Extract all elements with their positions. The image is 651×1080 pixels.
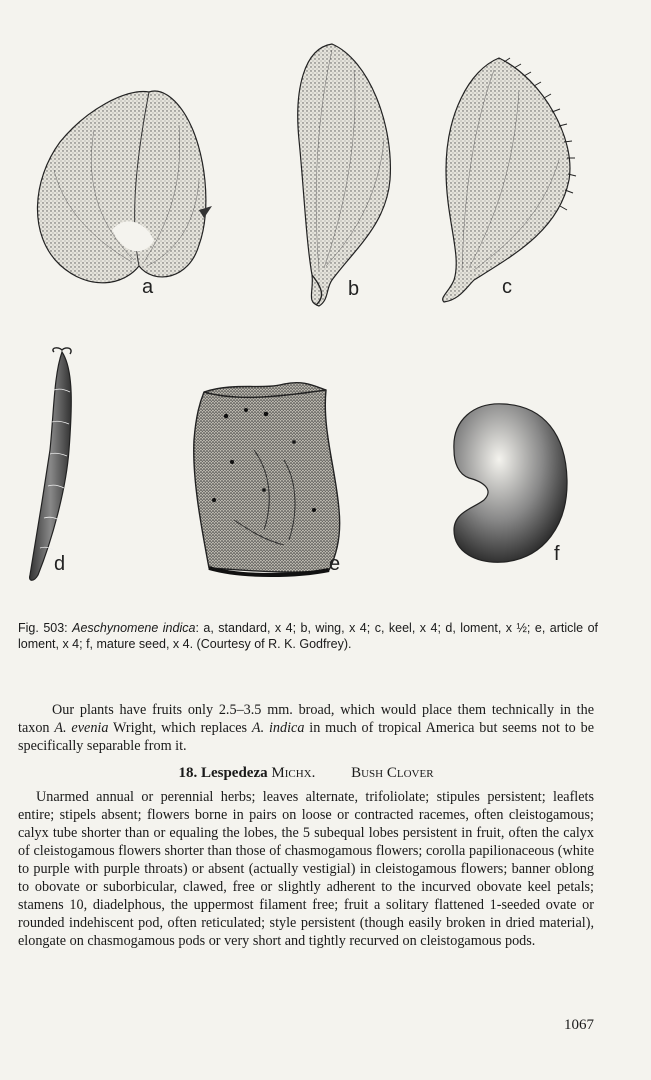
keel-petal-drawing [443,58,576,302]
botanical-figure [14,30,634,620]
wing-petal-drawing [298,44,391,306]
loment-article-drawing [194,383,340,575]
label-f: f [554,543,560,565]
genus-author: Michx. [271,765,316,781]
genus-heading [18,764,594,782]
label-a: a [142,276,154,298]
label-b: b [348,278,360,300]
figure-number: Fig. 503: [18,621,68,635]
standard-petal-drawing [37,91,212,283]
label-c: c [502,276,512,298]
figure-caption [18,620,598,652]
paragraph-fruit-width [18,701,594,755]
taxon-indica: A. indica [251,720,305,736]
common-name: Bush Clover [351,765,434,781]
paragraph-1-text-2: Wright, which replaces [108,720,252,736]
mature-seed-drawing [454,404,567,562]
label-e: e [329,553,341,575]
figure-caption-text: : a, standard, x 4; b, wing, x 4; c, keel, x 4; d, loment, x ½; e, article of loment, x 4; f, mature seed, x 4. (Courtesy of R. K. Godfrey). [18,621,599,651]
label-d: d [54,553,66,575]
genus-description: Unarmed annual or perennial herbs; leaves alternate, trifoliolate; stipules persistent; leaflets entire; stipels absent; flowers borne in pairs on loose or contracted racemes, often cleistogamous; calyx tube shorter than or equaling the lobes, the 5 subequal lobes persistent in fruit, often the calyx of cleistogamous flowers shorter than those of chasmogamous flowers; corolla papilionaceous (white to purple with purple throats) or absent (actually vestigial) in cleistogamous flowers; banner oblong to obovate or suborbicular, clawed, free or slightly adherent to the incurved obovate keel petals; stamens 10, diadelphous, the uppermost filament free; fruit a solitary flattened 1-seeded ovate or rounded indehiscent pod, often reticulated; style persistent (though easily broken in dried material), elongate on chasmogamous pods or very short and tightly recurved on cleistogamous pods. [18,789,594,949]
figure-species-name: Aeschynomene indica [72,621,196,635]
figure-illustration [14,30,634,620]
loment-drawing [30,348,72,580]
taxon-evenia: A. evenia [54,720,109,736]
paragraph-1-text: Our plants have fruits only 2.5–3.5 mm. broad, which would place them technically in the taxon [18,702,594,736]
paragraph-1-text-3: in much of tropical America but seems not to be specifically separable from it. [18,720,595,754]
genus-name: 18. Lespedeza [178,765,268,781]
page-number: 1067 [564,1017,594,1033]
